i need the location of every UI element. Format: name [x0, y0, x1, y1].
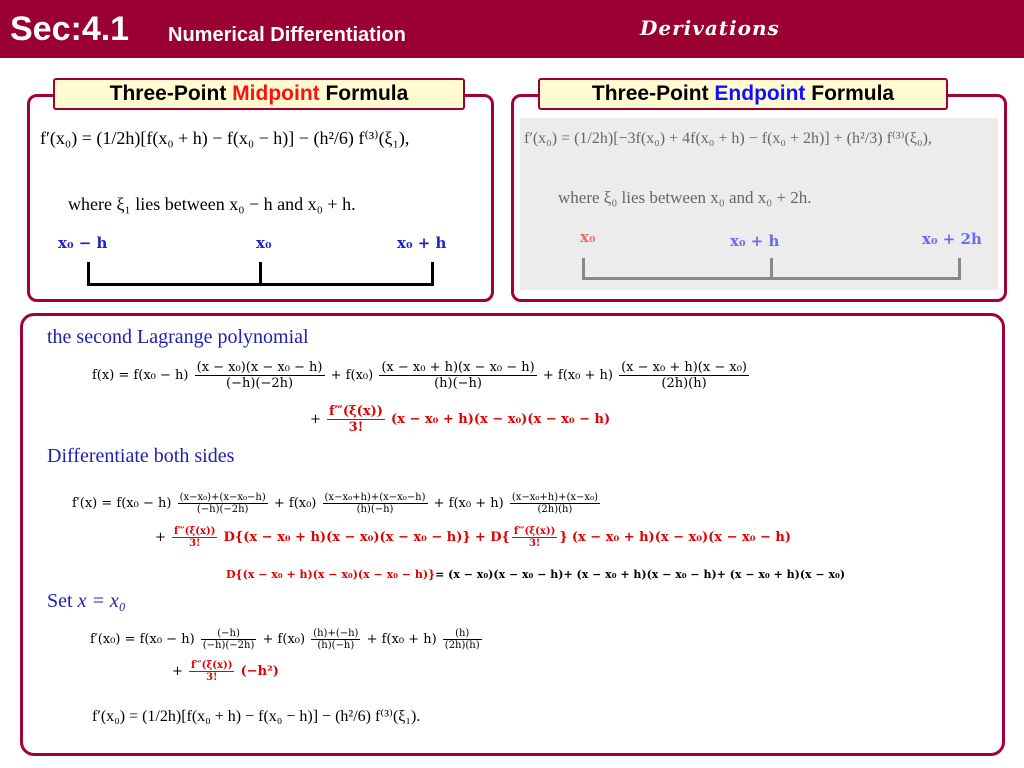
- dif-rn2: f‴(ξ(x)): [513, 526, 556, 537]
- lagrange-eq: [92, 360, 751, 391]
- setx-remainder: [172, 660, 279, 683]
- diff-title: Differentiate both sides: [47, 445, 235, 467]
- dif-close-d: }: [559, 530, 568, 545]
- diff-eq: [72, 492, 602, 515]
- section-number: Sec:4.1: [10, 10, 130, 48]
- setx-n2: (h)+(−h): [313, 628, 359, 639]
- d-expansion: [226, 568, 845, 581]
- lag-rfrac: [327, 404, 385, 435]
- midpoint-point-center: x₀: [256, 234, 272, 252]
- dif-frac1: [178, 492, 268, 515]
- lag-lhs1: f(x) = f(x₀ − h): [92, 368, 189, 383]
- midpoint-where: where ξ₁ lies between x₀ − h and x₀ + h.: [68, 194, 356, 214]
- setx-frac3: [443, 628, 482, 651]
- endpoint-tab-suffix: Formula: [805, 82, 895, 105]
- lag-n3: (x − x₀ + h)(x − x₀): [621, 360, 747, 375]
- dif-frac3: [510, 492, 600, 515]
- midpoint-tab-suffix: Formula: [319, 82, 409, 105]
- lag-frac2: [379, 360, 536, 391]
- dif-plus: +: [155, 530, 166, 545]
- dif-rn: f‴(ξ(x)): [174, 526, 216, 537]
- lag-rn: f‴(ξ(x)): [329, 404, 383, 419]
- lag-plus: +: [310, 412, 321, 427]
- setx-t2: + f(x₀): [262, 632, 306, 647]
- dif-t2: + f(x₀): [273, 496, 317, 511]
- lag-rt: (x − x₀ + h)(x − x₀)(x − x₀ − h): [391, 412, 611, 427]
- dif-d-term: D{(x − x₀ + h)(x − x₀)(x − x₀ − h)}: [223, 530, 471, 545]
- lag-d2: (h)(−h): [434, 376, 482, 391]
- slide-subtitle: Numerical Differentiation: [168, 24, 406, 46]
- lagrange-remainder: [310, 404, 610, 435]
- lag-rd: 3!: [348, 420, 364, 435]
- setx-n3: (h): [443, 628, 482, 640]
- endpoint-point-left: x₀: [580, 228, 596, 246]
- endpoint-point-center: x₀ + h: [730, 232, 780, 250]
- lag-d3: (2h)(h): [661, 376, 707, 391]
- midpoint-tab-highlight: Midpoint: [232, 82, 320, 105]
- dif-d3: (2h)(h): [537, 504, 573, 515]
- dif-rfrac: [172, 526, 217, 549]
- dif-rt: (x − x₀ + h)(x − x₀)(x − x₀ − h): [571, 530, 791, 545]
- midpoint-axis: [87, 283, 434, 286]
- endpoint-formula: f′(x₀) = (1/2h)[−3f(x₀) + 4f(x₀ + h) − f(x₀ + 2h)] + (h²/3) f⁽³⁾(ξ₀),: [524, 130, 932, 147]
- setx-d1: (−h)(−2h): [202, 640, 255, 651]
- dif-plus-d: + D{: [474, 530, 510, 545]
- setx-rfrac: [189, 660, 234, 683]
- setx-rd: 3!: [206, 672, 218, 683]
- dif-frac2: [323, 492, 428, 515]
- setx-plus: +: [172, 664, 183, 679]
- set-label: [47, 590, 126, 613]
- lagrange-title: the second Lagrange polynomial: [47, 326, 309, 348]
- setx-rn: f‴(ξ(x)): [191, 660, 233, 671]
- setx-frac1: [201, 628, 257, 651]
- setx-t3: + f(x₀ + h): [366, 632, 437, 647]
- setx-lhs1: f′(x₀) = f(x₀ − h): [90, 632, 195, 647]
- setx-eq: [90, 628, 484, 651]
- endpoint-tab-prefix: Three-Point: [591, 82, 715, 105]
- midpoint-tab: [53, 78, 465, 110]
- endpoint-where: where ξ₀ lies between x₀ and x₀ + 2h.: [558, 188, 812, 207]
- lag-d1: (−h)(−2h): [226, 376, 294, 391]
- dif-n1: (x−x₀)+(x−x₀−h): [179, 492, 266, 503]
- set-expr: x = x₀: [77, 590, 126, 612]
- lag-n2: (x − x₀ + h)(x − x₀ − h): [381, 360, 535, 375]
- lag-n1: (x − x₀)(x − x₀ − h): [196, 360, 323, 375]
- dexp-lhs: D{(x − x₀ + h)(x − x₀)(x − x₀ − h)}: [226, 568, 436, 581]
- diff-remainder: [155, 526, 791, 549]
- endpoint-axis: [582, 277, 961, 280]
- midpoint-formula: f′(x₀) = (1/2h)[f(x₀ + h) − f(x₀ − h)] − (h²/6) f⁽³⁾(ξ₁),: [40, 128, 410, 148]
- dif-rd2: 3!: [528, 538, 541, 549]
- endpoint-tab: [538, 78, 948, 110]
- setx-frac2: [311, 628, 360, 651]
- setx-d3: (2h)(h): [444, 640, 480, 651]
- lag-frac3: [619, 360, 749, 391]
- endpoint-point-right: x₀ + 2h: [922, 230, 982, 248]
- midpoint-tab-prefix: Three-Point: [109, 82, 233, 105]
- final-formula: f′(x₀) = (1/2h)[f(x₀ + h) − f(x₀ − h)] − (h²/6) f⁽³⁾(ξ₁).: [92, 708, 421, 725]
- dif-n3: (x−x₀+h)+(x−x₀): [511, 492, 598, 503]
- dif-rd: 3!: [189, 538, 201, 549]
- header-bar: [0, 0, 1024, 58]
- lag-frac1: [195, 360, 325, 391]
- setx-d2: (h)(−h): [317, 640, 355, 651]
- dif-t3: + f(x₀ + h): [433, 496, 504, 511]
- dif-lhs1: f′(x) = f(x₀ − h): [72, 496, 172, 511]
- lag-t3: + f(x₀ + h): [542, 368, 613, 383]
- dif-n2: (x−x₀+h)+(x−x₀−h): [324, 492, 426, 503]
- dexp-rhs: = (x − x₀)(x − x₀ − h)+ (x − x₀ + h)(x − x₀ − h)+ (x − x₀ + h)(x − x₀): [435, 568, 846, 581]
- midpoint-point-left: x₀ − h: [58, 234, 108, 252]
- setx-n1: (−h): [201, 628, 257, 640]
- dif-d1: (−h)(−2h): [196, 504, 249, 515]
- set-prefix: Set: [47, 590, 73, 612]
- derivations-tag: Derivations: [640, 16, 780, 40]
- dif-d2: (h)(−h): [356, 504, 394, 515]
- endpoint-tab-highlight: Endpoint: [714, 82, 806, 105]
- setx-rt: (−h²): [240, 664, 279, 679]
- midpoint-point-right: x₀ + h: [397, 234, 447, 252]
- dif-rfrac2: [512, 526, 557, 549]
- lag-t2: + f(x₀): [330, 368, 374, 383]
